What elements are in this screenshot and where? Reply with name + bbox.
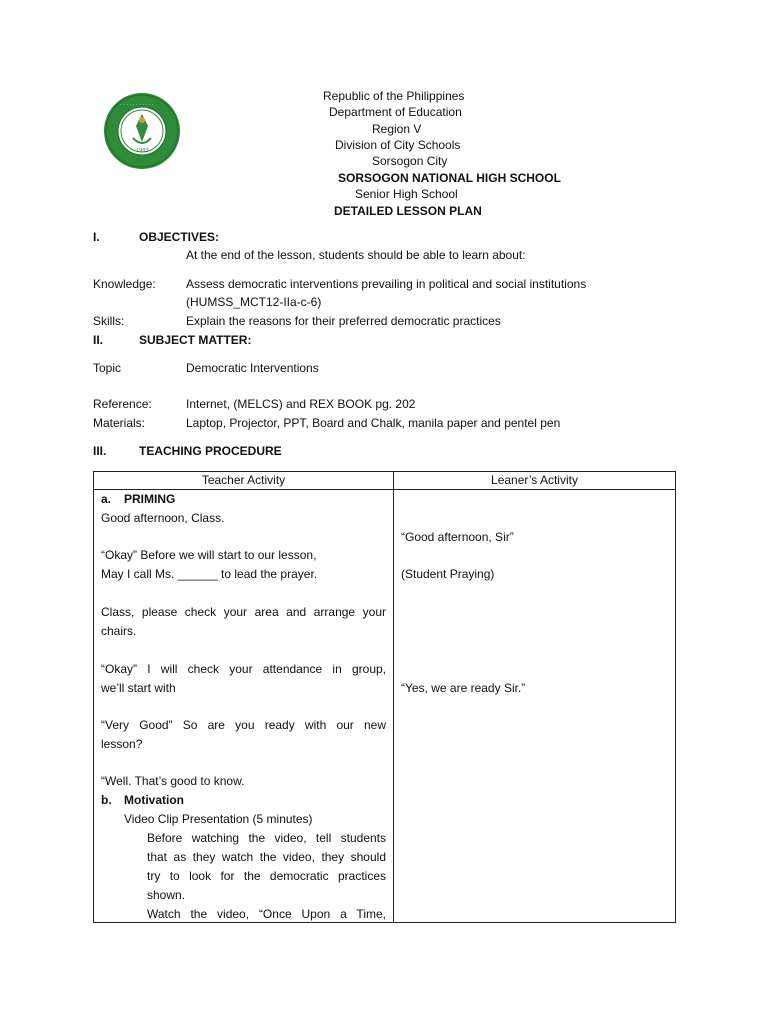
learner-response-2: (Student Praying) [401, 567, 495, 581]
motivation-letter: b. [101, 793, 112, 807]
teacher-watch-1: Watch the video, “Once Upon a Time, [147, 907, 386, 921]
teacher-good: “Well. That’s good to know. [101, 774, 245, 788]
objectives-num: I. [93, 230, 100, 244]
teacher-before-1: Before watching the video, tell students [147, 831, 386, 845]
teacher-ready-2: lesson? [101, 737, 143, 751]
procedure-title: TEACHING PROCEDURE [139, 444, 282, 458]
learner-response-1: “Good afternoon, Sir” [401, 530, 514, 544]
video-title: Video Clip Presentation (5 minutes) [124, 812, 313, 826]
motivation-title: Motivation [124, 793, 184, 807]
topic-label: Topic [93, 361, 122, 375]
procedure-num: III. [93, 444, 107, 458]
skills-text: Explain the reasons for their preferred democratic practices [186, 314, 501, 328]
priming-title: PRIMING [124, 492, 176, 506]
skills-label: Skills: [93, 314, 125, 328]
knowledge-label: Knowledge: [93, 277, 156, 291]
reference-value: Internet, (MELCS) and REX BOOK pg. 202 [186, 397, 416, 411]
svg-text:1903: 1903 [136, 148, 149, 154]
teacher-area-1: Class, please check your area and arrange your [101, 605, 386, 619]
learner-activity-cell [394, 490, 676, 923]
header-department: Department of Education [329, 105, 462, 119]
teacher-activity-header: Teacher Activity [94, 472, 394, 490]
svg-text:· · · · · · · · · · ·: · · · · · · · · · · · [120, 102, 154, 108]
subject-num: II. [93, 333, 104, 347]
materials-label: Materials: [93, 416, 146, 430]
header-shs: Senior High School [355, 187, 458, 201]
teacher-prayer-2: May I call Ms. ______ to lead the prayer. [101, 567, 318, 581]
teacher-greeting: Good afternoon, Class. [101, 511, 225, 525]
teacher-attendance-1: “Okay” I will check your attendance in group, [101, 662, 386, 676]
learner-activity-header: Leaner’s Activity [394, 472, 676, 490]
school-seal-logo [100, 92, 184, 170]
header-republic: Republic of the Philippines [323, 89, 465, 103]
teacher-activity-cell [94, 490, 394, 923]
header-division: Division of City Schools [335, 138, 461, 152]
header-dlp: DETAILED LESSON PLAN [334, 204, 482, 218]
teacher-area-2: chairs. [101, 624, 137, 638]
procedure-table [93, 471, 676, 923]
header-region: Region V [372, 122, 422, 136]
materials-value: Laptop, Projector, PPT, Board and Chalk, manila paper and pentel pen [186, 416, 561, 430]
header-school: SORSOGON NATIONAL HIGH SCHOOL [338, 171, 561, 185]
knowledge-code: (HUMSS_MCT12-IIa-c-6) [186, 295, 322, 309]
objectives-intro: At the end of the lesson, students should be able to learn about: [186, 248, 526, 262]
teacher-attendance-2: we’ll start with [101, 681, 176, 695]
teacher-ready-1: “Very Good” So are you ready with our new [101, 718, 386, 732]
teacher-prayer-1: “Okay” Before we will start to our lesson, [101, 548, 317, 562]
teacher-before-4: shown. [147, 888, 186, 902]
objectives-title: OBJECTIVES: [139, 230, 220, 244]
knowledge-text: Assess democratic interventions prevailing in political and social institutions [186, 277, 587, 291]
teacher-before-2: that as they watch the video, they should [147, 850, 386, 864]
reference-label: Reference: [93, 397, 152, 411]
priming-letter: a. [101, 492, 112, 506]
learner-response-3: “Yes, we are ready Sir.” [401, 681, 526, 695]
topic-value: Democratic Interventions [186, 361, 319, 375]
header-city: Sorsogon City [372, 154, 448, 168]
teacher-before-3: try to look for the democratic practices [147, 869, 386, 883]
subject-title: SUBJECT MATTER: [139, 333, 252, 347]
